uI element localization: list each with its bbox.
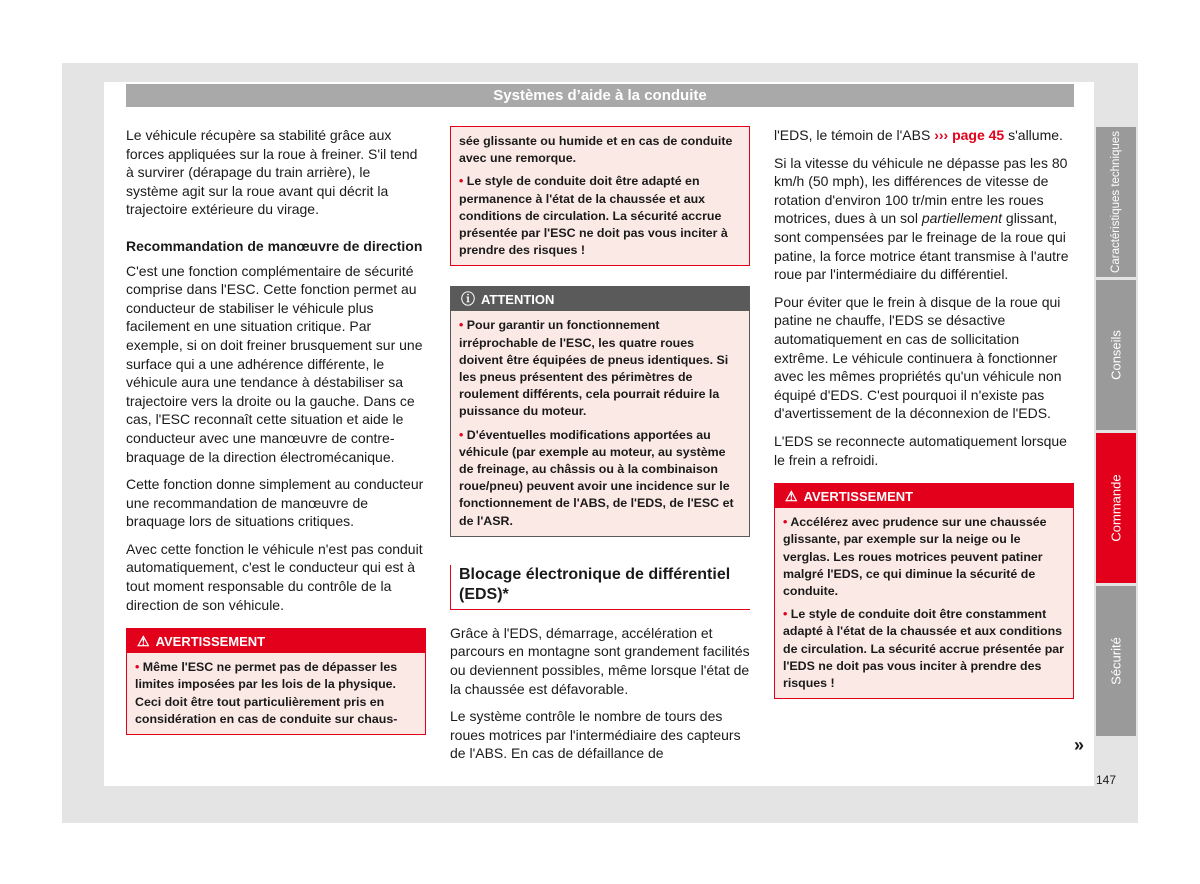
warning-icon: ⚠ xyxy=(137,633,150,650)
warning-box-continued xyxy=(450,126,750,266)
warning-text: sée glissante ou humide et en cas de conduite avec une remorque. xyxy=(459,134,733,166)
warning-text: Le style de conduite doit être adapté en permanence à l'état de la chaussée et aux conditions de circulation. La sécurité accrue présentée par l'ESC ne doit pas vous inciter à prendre des risques ! xyxy=(459,174,728,258)
page-number: 147 xyxy=(1096,773,1117,787)
emphasis: partiellement xyxy=(921,210,1003,227)
side-tab-label: Caractéristiques techniques xyxy=(1110,131,1122,273)
page-link[interactable]: ››› page 45 xyxy=(934,127,1005,143)
warning-item xyxy=(783,606,1065,692)
attention-item xyxy=(459,317,741,420)
attention-text: Pour garantir un fonctionnement irréprochable de l'ESC, les quatre roues doivent être équipées de pneus identiques. Si les pneus présentent des périmètres de roulement différents, cela pourrait réduire la puissance du moteur. xyxy=(459,318,729,419)
subheading: Recommandation de manœuvre de direction xyxy=(126,237,423,254)
paragraph: Cette fonction donne simplement au conducteur une recommandation de manœuvre de braquage lors de situations critiques. xyxy=(126,476,424,530)
attention-text: D'éventuelles modifications apportées au véhicule (par exemple au moteur, au système de freinage, au châssis ou à la combinaison roue/pneu) peuvent avoir une incidence sur le fonctionnement de l'ABS, de l'EDS, de l'ESC et de l'ASR. xyxy=(459,427,734,528)
warning-box-body xyxy=(127,653,425,734)
paragraph: C'est une fonction complémentaire de sécurité comprise dans l'ESC. Cette fonction permet au conducteur de stabiliser le véhicule plus facilement en une situation critique. Par exemple, si on doit freiner brusquement sur une surface qui a une adhérence différente, le véhicule aura une tendance à déstabiliser sa trajectoire vers la droite ou la gauche. Dans ce cas, l'ESC reconnaît cette situation et aide le conducteur avec une manœuvre de contre-braquage de la direction électromécanique. xyxy=(126,262,423,465)
column-2 xyxy=(450,126,750,772)
paragraph: Avec cette fonction le véhicule n'est pas conduit automatiquement, c'est le conducteur qui est à tout moment responsable du contrôle de la direction de son véhicule. xyxy=(126,540,423,613)
warning-box xyxy=(774,483,1074,699)
text: l'EDS, le témoin de l'ABS xyxy=(774,127,931,143)
attention-box xyxy=(450,286,750,536)
column-1 xyxy=(126,126,426,735)
side-tab-securite[interactable] xyxy=(1096,586,1136,736)
side-tab-label: Sécurité xyxy=(1108,637,1124,685)
attention-box-header xyxy=(451,287,749,311)
column-3 xyxy=(774,126,1074,699)
chapter-header: Systèmes d’aide à la conduite xyxy=(126,84,1074,107)
warning-item xyxy=(459,173,741,259)
bullet: • xyxy=(459,174,464,189)
warning-title: AVERTISSEMENT xyxy=(803,489,914,505)
bullet: • xyxy=(135,660,140,675)
paragraph: L'EDS se reconnecte automatiquement lorsque le frein a refroidi. xyxy=(774,432,1067,468)
paragraph: Le véhicule récupère sa stabilité grâce aux forces appliquées sur la roue à freiner. S'il tend à survirer (dérapage du train arrière), le système agit sur la roue avant qui décrit la trajectoire extérieure du virage. xyxy=(126,127,418,218)
text: s'allume. xyxy=(1008,127,1063,143)
side-tab-conseils[interactable] xyxy=(1096,280,1136,430)
warning-title: AVERTISSEMENT xyxy=(155,634,266,650)
paragraph: Le système contrôle le nombre de tours des roues motrices par l'intermédiaire des capteurs de l'ABS. En cas de défaillance de xyxy=(450,708,741,762)
warning-text: Accélérez avec prudence sur une chaussée glissante, par exemple sur la neige ou le verglas. Les roues motrices peuvent patiner malgré l'EDS, ce qui diminue la sécurité de conduite. xyxy=(783,515,1047,598)
warning-box-header xyxy=(127,629,425,653)
section-title-wrap xyxy=(450,565,750,610)
warning-text: Même l'ESC ne permet pas de dépasser les limites imposées par les lois de la physique. Ceci doit être tout particulièrement pris en considération en cas de conduite sur chaus- xyxy=(135,660,398,726)
warning-box-body xyxy=(451,127,749,265)
attention-item xyxy=(459,427,741,530)
section-title: Blocage électronique de différentiel (EDS)* xyxy=(451,565,750,610)
paragraph: Grâce à l'EDS, démarrage, accélération et parcours en montagne sont grandement facilités ou deviennent possibles, même lorsque l'état de la chaussée est défavorable. xyxy=(450,624,750,697)
continue-mark: » xyxy=(1074,735,1085,755)
warning-text: Le style de conduite doit être constamment adapté à l'état de la chaussée et aux conditions de circulation. La sécurité accrue présentée par l'EDS ne doit pas vous inciter à prendre des risques ! xyxy=(783,607,1064,690)
warning-box-header xyxy=(775,484,1073,508)
info-icon: ⓘ xyxy=(461,291,475,308)
side-tab-commande[interactable] xyxy=(1096,433,1136,583)
warning-icon: ⚠ xyxy=(785,488,798,505)
paragraph xyxy=(774,126,1074,145)
side-tab-caracteristiques[interactable] xyxy=(1096,127,1136,277)
bullet: • xyxy=(783,607,788,622)
bullet: • xyxy=(459,427,464,442)
bullet: • xyxy=(459,318,464,333)
paragraph xyxy=(774,154,1074,284)
warning-box xyxy=(126,628,426,735)
warning-item xyxy=(135,659,417,728)
paragraph: Pour éviter que le frein à disque de la roue qui patine ne chauffe, l'EDS se désactive automatiquement en cas de sollicitation extrême. Le véhicule continuera à fonctionner avec les mêmes propriétés qu'un véhicule non équipé d'EDS. C'est pourquoi il n'existe pas d'avertissement de la déconnexion de l'EDS. xyxy=(774,293,1062,422)
attention-title: ATTENTION xyxy=(481,292,555,308)
text: Si la vitesse du véhicule ne dépasse pas les 80 km/h (50 mph), les différences de vitesse de rotation d'environ 100 tr/min entre les roues motrices, dues à un sol xyxy=(774,154,1068,227)
side-tab-label: Commande xyxy=(1108,474,1124,542)
warning-item xyxy=(783,514,1065,600)
bullet: • xyxy=(783,515,788,530)
side-tab-label: Conseils xyxy=(1108,330,1124,380)
text: glissant, sont compensées par le freinage de la roue qui patine, la force motrice étant transmise à l'autre roue par l'intermédiaire du différentiel. xyxy=(774,210,1069,283)
warning-box-body xyxy=(775,508,1073,698)
attention-box-body xyxy=(451,311,749,535)
